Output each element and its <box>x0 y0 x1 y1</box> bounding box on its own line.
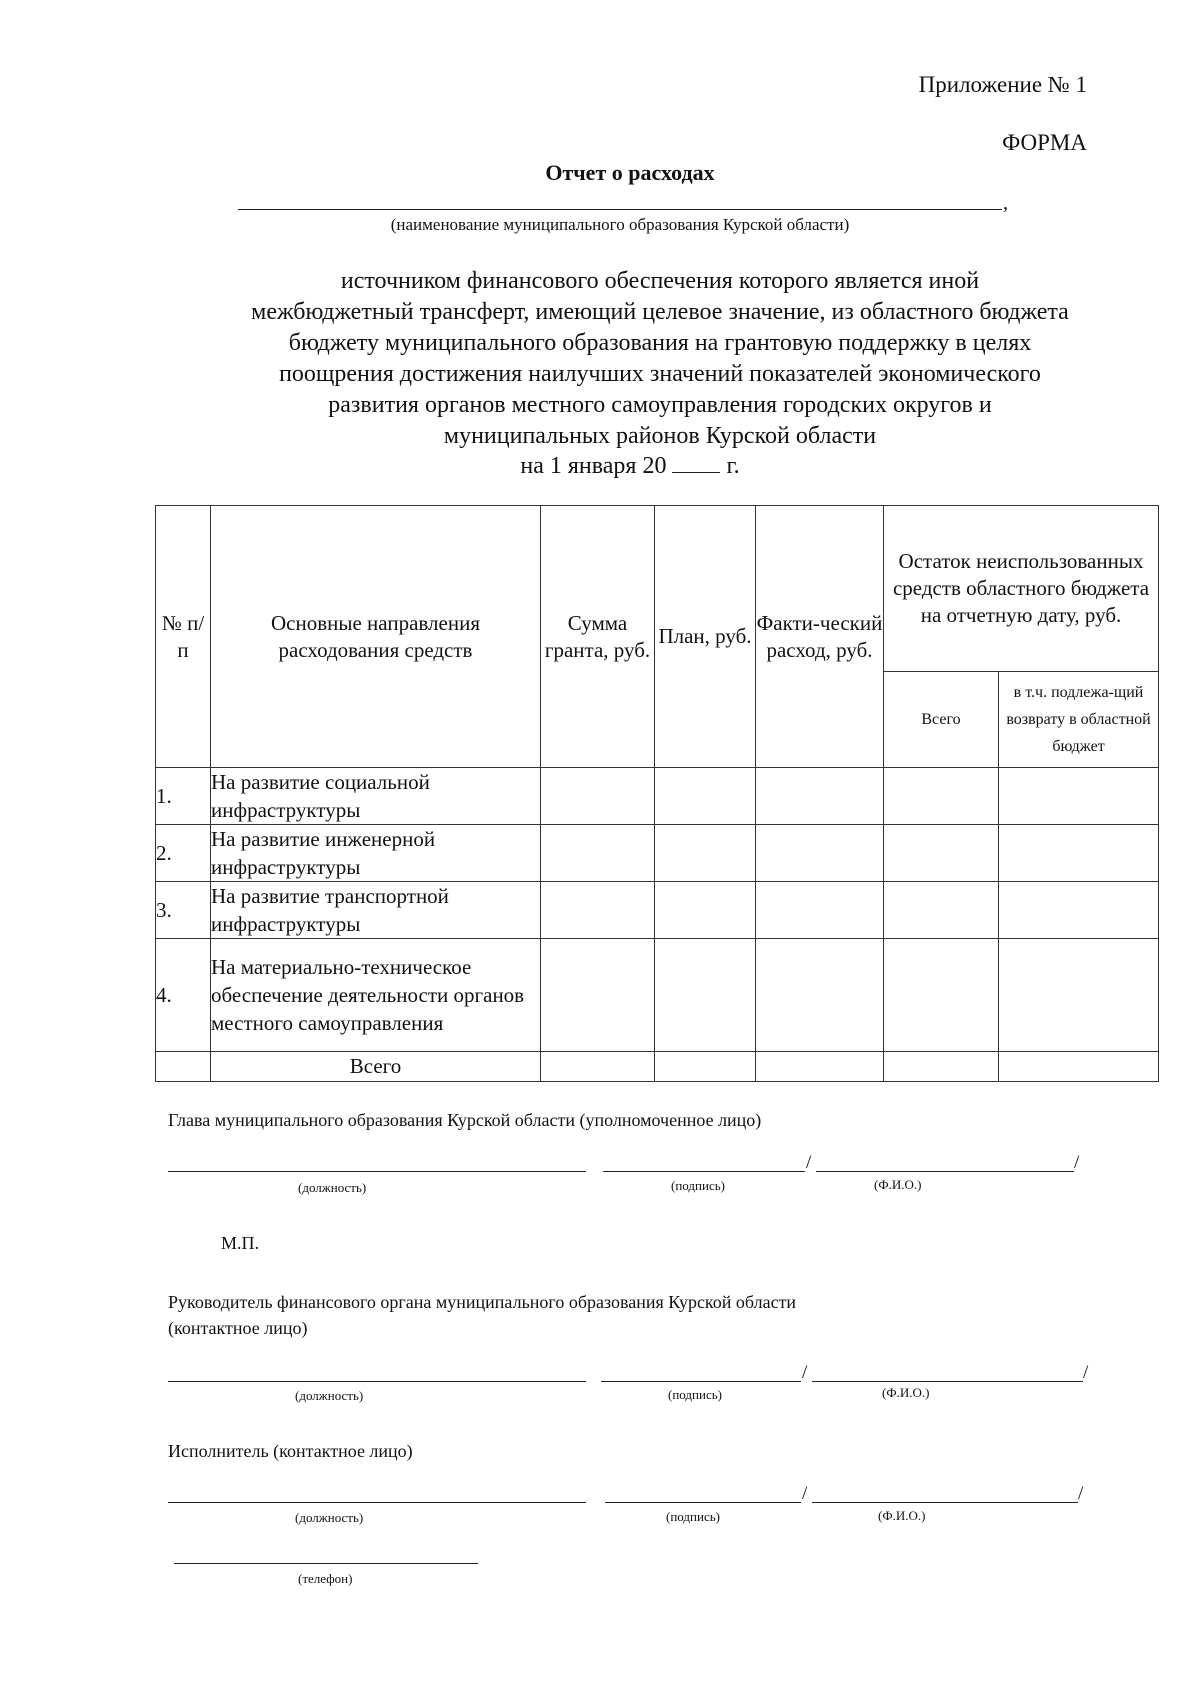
cell-plan[interactable] <box>655 768 756 825</box>
separator-slash: / <box>1074 1152 1080 1173</box>
cell-actual[interactable] <box>756 882 884 939</box>
executor-signature-label: Исполнитель (контактное лицо) <box>168 1441 413 1461</box>
row-number: 2. <box>156 825 211 882</box>
cell-remainder-total[interactable] <box>884 939 999 1052</box>
caption-position: (должность) <box>298 1180 367 1195</box>
report-date <box>0 452 1200 480</box>
executor-position-line[interactable] <box>168 1502 586 1503</box>
separator-slash: / <box>806 1152 812 1173</box>
document-title: Отчет о расходах <box>545 160 715 185</box>
cell-actual[interactable] <box>756 825 884 882</box>
row-direction: На развитие социальной инфраструктуры <box>211 768 541 825</box>
cell-plan[interactable] <box>655 882 756 939</box>
finance-signature-label: Руководитель финансового органа муниципального образования Курской области <box>168 1292 797 1312</box>
total-row <box>156 1052 1159 1082</box>
phone-line[interactable] <box>174 1563 478 1564</box>
row-number: 3. <box>156 882 211 939</box>
caption-name: (Ф.И.О.) <box>882 1385 930 1400</box>
subtitle-line: развития органов местного самоуправления городских округов и <box>328 392 992 418</box>
cell-grant[interactable] <box>541 1052 655 1082</box>
row-number: 4. <box>156 939 211 1052</box>
header-remainder-total: Всего <box>884 672 999 768</box>
total-label: Всего <box>211 1052 541 1082</box>
finance-signature-line[interactable] <box>601 1381 801 1382</box>
stamp-place: М.П. <box>221 1233 260 1253</box>
header-num: № п/ п <box>156 506 211 768</box>
cell-grant[interactable] <box>541 882 655 939</box>
cell-plan[interactable] <box>655 939 756 1052</box>
row-number: 1. <box>156 768 211 825</box>
caption-signature: (подпись) <box>666 1509 720 1524</box>
finance-name-line[interactable] <box>812 1381 1083 1382</box>
cell-remainder-return[interactable] <box>999 1052 1159 1082</box>
header-direction: Основные направления расходования средств <box>211 506 541 768</box>
header-remainder-return: в т.ч. подлежа-щий возврату в областной бюджет <box>999 672 1159 768</box>
cell-actual[interactable] <box>756 939 884 1052</box>
caption-signature: (подпись) <box>671 1178 725 1193</box>
report-subtitle <box>60 266 1200 452</box>
table-row <box>156 825 1159 882</box>
cell-grant[interactable] <box>541 825 655 882</box>
cell-plan[interactable] <box>655 1052 756 1082</box>
caption-phone: (телефон) <box>298 1571 353 1586</box>
date-suffix: г. <box>726 453 740 479</box>
cell-actual[interactable] <box>756 768 884 825</box>
caption-name: (Ф.И.О.) <box>874 1177 922 1192</box>
cell-remainder-return[interactable] <box>999 768 1159 825</box>
cell-remainder-total[interactable] <box>884 825 999 882</box>
header-grant: Сумма гранта, руб. <box>541 506 655 768</box>
cell-grant[interactable] <box>541 768 655 825</box>
head-signature-line[interactable] <box>603 1171 805 1172</box>
header-plan: План, руб. <box>655 506 756 768</box>
row-direction: На материально-техническое обеспечение деятельности органов местного самоуправления <box>211 939 541 1052</box>
year-blank[interactable] <box>672 452 720 473</box>
head-position-line[interactable] <box>168 1171 586 1172</box>
cell-remainder-return[interactable] <box>999 825 1159 882</box>
table-row <box>156 768 1159 825</box>
expenses-table <box>155 505 1159 1082</box>
municipality-comma: , <box>1003 192 1008 214</box>
total-num-cell <box>156 1052 211 1082</box>
subtitle-line: муниципальных районов Курской области <box>443 423 877 449</box>
appendix-label: Приложение № 1 <box>918 72 1087 97</box>
cell-remainder-total[interactable] <box>884 1052 999 1082</box>
header-actual: Факти-ческий расход, руб. <box>756 506 884 768</box>
caption-position: (должность) <box>295 1388 364 1403</box>
finance-position-line[interactable] <box>168 1381 586 1382</box>
cell-actual[interactable] <box>756 1052 884 1082</box>
cell-remainder-total[interactable] <box>884 768 999 825</box>
table-row <box>156 882 1159 939</box>
finance-signature-label-2: (контактное лицо) <box>168 1318 308 1338</box>
subtitle-line: поощрения достижения наилучших значений показателей экономического <box>279 361 1041 387</box>
subtitle-line: источником финансового обеспечения которого является иной <box>340 268 980 294</box>
subtitle-line: межбюджетный трансферт, имеющий целевое значение, из областного бюджета <box>251 299 1069 325</box>
municipality-name-line[interactable] <box>238 209 1002 210</box>
table-row <box>156 939 1159 1052</box>
subtitle-line: бюджету муниципального образования на грантовую поддержку в целях <box>288 330 1032 356</box>
cell-plan[interactable] <box>655 825 756 882</box>
separator-slash: / <box>802 1483 808 1504</box>
executor-name-line[interactable] <box>812 1502 1078 1503</box>
separator-slash: / <box>1078 1483 1084 1504</box>
head-name-line[interactable] <box>816 1171 1074 1172</box>
row-direction: На развитие транспортной инфраструктуры <box>211 882 541 939</box>
caption-name: (Ф.И.О.) <box>878 1508 926 1523</box>
row-direction: На развитие инженерной инфраструктуры <box>211 825 541 882</box>
date-prefix: на 1 января 20 <box>520 453 667 479</box>
header-remainder: Остаток неиспользованных средств областного бюджета на отчетную дату, руб. <box>884 506 1159 672</box>
municipality-caption: (наименование муниципального образования Курской области) <box>390 215 850 234</box>
cell-remainder-return[interactable] <box>999 882 1159 939</box>
separator-slash: / <box>802 1362 808 1383</box>
head-signature-label: Глава муниципального образования Курской области (уполномоченное лицо) <box>168 1110 762 1130</box>
caption-signature: (подпись) <box>668 1387 722 1402</box>
separator-slash: / <box>1083 1362 1089 1383</box>
executor-signature-line[interactable] <box>605 1502 801 1503</box>
caption-position: (должность) <box>295 1510 364 1525</box>
form-label: ФОРМА <box>1002 130 1087 155</box>
cell-grant[interactable] <box>541 939 655 1052</box>
cell-remainder-total[interactable] <box>884 882 999 939</box>
cell-remainder-return[interactable] <box>999 939 1159 1052</box>
